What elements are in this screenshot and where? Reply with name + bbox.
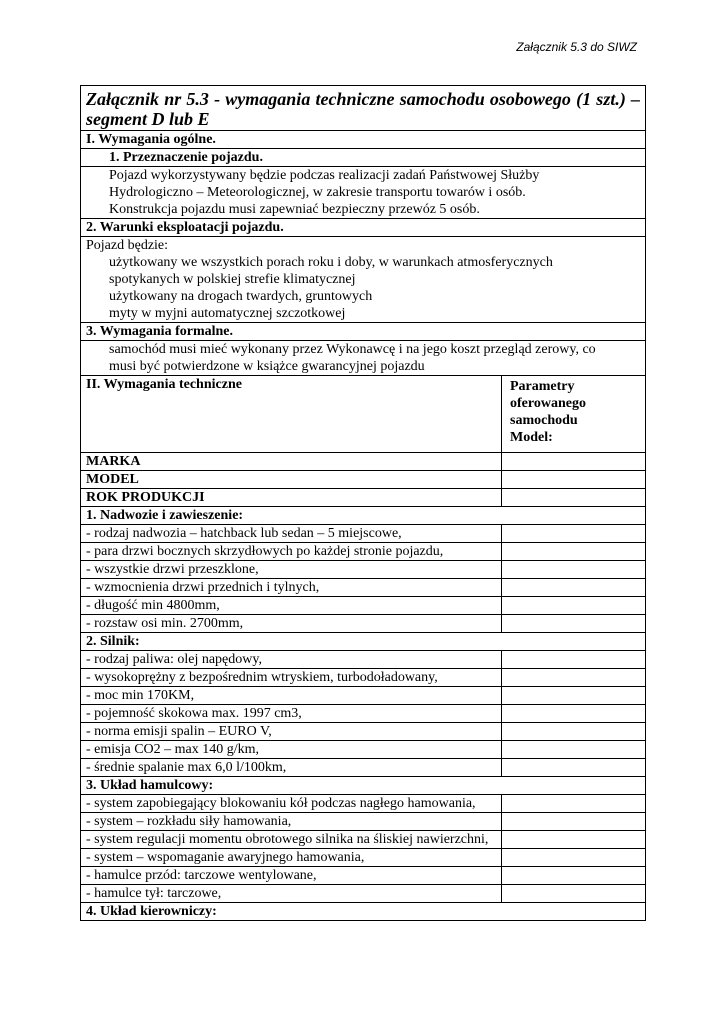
operating-line: użytkowany na drogach twardych, gruntowych <box>109 289 373 304</box>
formal-requirements-text <box>81 341 646 376</box>
requirement-text: - para drzwi bocznych skrzydłowych po każdej stronie pojazdu, <box>81 543 502 561</box>
offered-value-cell[interactable] <box>502 831 646 849</box>
params-line: Parametry <box>510 379 575 394</box>
requirement-row <box>81 831 646 849</box>
purpose-heading: 1. Przeznaczenie pojazdu. <box>81 149 646 167</box>
offered-value-cell[interactable] <box>502 759 646 777</box>
requirement-text: - system zapobiegający blokowaniu kół podczas nagłego hamowania, <box>81 795 502 813</box>
steering-heading: 4. Układ kierowniczy: <box>81 903 646 921</box>
production-year-value-cell[interactable] <box>502 489 646 507</box>
purpose-text <box>81 167 646 219</box>
group-heading: 3. Układ hamulcowy: <box>81 777 646 795</box>
offered-value-cell[interactable] <box>502 615 646 633</box>
section-general-heading: I. Wymagania ogólne. <box>81 131 646 149</box>
requirement-text: - system regulacji momentu obrotowego silnika na śliskiej nawierzchni, <box>81 831 502 849</box>
requirement-row <box>81 579 646 597</box>
requirement-text: - emisja CO2 – max 140 g/km, <box>81 741 502 759</box>
offered-value-cell[interactable] <box>502 849 646 867</box>
requirement-text: - wysokoprężny z bezpośrednim wtryskiem, turbodoładowany, <box>81 669 502 687</box>
formal-line: musi być potwierdzone w książce gwarancyjnej pojazdu <box>109 359 425 374</box>
requirement-text: - długość min 4800mm, <box>81 597 502 615</box>
requirement-row <box>81 543 646 561</box>
requirement-row <box>81 885 646 903</box>
requirement-row <box>81 705 646 723</box>
requirement-row <box>81 741 646 759</box>
requirement-text: - system – rozkładu siły hamowania, <box>81 813 502 831</box>
group-heading: 2. Silnik: <box>81 633 646 651</box>
offered-value-cell[interactable] <box>502 795 646 813</box>
offered-value-cell[interactable] <box>502 525 646 543</box>
offered-value-cell[interactable] <box>502 885 646 903</box>
offered-value-cell[interactable] <box>502 543 646 561</box>
operating-line: myty w myjni automatycznej szczotkowej <box>109 306 346 321</box>
requirement-row <box>81 669 646 687</box>
requirement-row <box>81 615 646 633</box>
model-value-cell[interactable] <box>502 471 646 489</box>
offered-value-cell[interactable] <box>502 867 646 885</box>
offered-value-cell[interactable] <box>502 597 646 615</box>
requirement-text: - rodzaj nadwozia – hatchback lub sedan – 5 miejscowe, <box>81 525 502 543</box>
requirement-text: - hamulce przód: tarczowe wentylowane, <box>81 867 502 885</box>
offered-value-cell[interactable] <box>502 723 646 741</box>
offered-value-cell[interactable] <box>502 579 646 597</box>
params-line: samochodu <box>510 413 578 428</box>
requirement-row <box>81 525 646 543</box>
requirement-text: - rozstaw osi min. 2700mm, <box>81 615 502 633</box>
requirement-row <box>81 867 646 885</box>
requirement-row <box>81 795 646 813</box>
requirement-text: - wszystkie drzwi przeszklone, <box>81 561 502 579</box>
offered-value-cell[interactable] <box>502 669 646 687</box>
offered-value-cell[interactable] <box>502 561 646 579</box>
brand-value-cell[interactable] <box>502 453 646 471</box>
purpose-line: Pojazd wykorzystywany będzie podczas realizacji zadań Państwowej Służby <box>109 168 540 183</box>
formal-line: samochód musi mieć wykonany przez Wykonawcę i na jego koszt przegląd zerowy, co <box>109 342 596 357</box>
requirement-row <box>81 597 646 615</box>
offered-value-cell[interactable] <box>502 705 646 723</box>
offered-value-cell[interactable] <box>502 813 646 831</box>
requirement-text: - moc min 170KM, <box>81 687 502 705</box>
requirement-text: - norma emisji spalin – EURO V, <box>81 723 502 741</box>
requirement-row <box>81 561 646 579</box>
params-line: oferowanego <box>510 396 586 411</box>
formal-requirements-heading: 3. Wymagania formalne. <box>81 323 646 341</box>
brand-label: MARKA <box>81 453 502 471</box>
operating-line: spotykanych w polskiej strefie klimatycznej <box>109 272 356 287</box>
group-heading: 1. Nadwozie i zawieszenie: <box>81 507 646 525</box>
requirement-text: - hamulce tył: tarczowe, <box>81 885 502 903</box>
offered-value-cell[interactable] <box>502 687 646 705</box>
requirements-table <box>80 85 646 921</box>
attachment-note: Załącznik 5.3 do SIWZ <box>516 40 637 54</box>
production-year-label: ROK PRODUKCJI <box>81 489 502 507</box>
requirement-text: - system – wspomaganie awaryjnego hamowania, <box>81 849 502 867</box>
requirement-text: - rodzaj paliwa: olej napędowy, <box>81 651 502 669</box>
operating-conditions-text <box>81 237 646 323</box>
purpose-line: Hydrologiczno – Meteorologicznej, w zakresie transportu towarów i osób. <box>109 185 526 200</box>
operating-line: użytkowany we wszystkich porach roku i doby, w warunkach atmosferycznych <box>109 255 553 270</box>
requirement-row <box>81 687 646 705</box>
model-label: MODEL <box>81 471 502 489</box>
document-title: Załącznik nr 5.3 - wymagania techniczne samochodu osobowego (1 szt.) – segment D lub E <box>81 86 646 131</box>
requirement-groups <box>81 507 646 903</box>
purpose-line: Konstrukcja pojazdu musi zapewniać bezpieczny przewóz 5 osób. <box>109 202 480 217</box>
technical-requirements-heading: II. Wymagania techniczne <box>81 376 502 453</box>
operating-conditions-heading: 2. Warunki eksploatacji pojazdu. <box>81 219 646 237</box>
requirement-text: - pojemność skokowa max. 1997 cm3, <box>81 705 502 723</box>
requirement-text: - wzmocnienia drzwi przednich i tylnych, <box>81 579 502 597</box>
offered-value-cell[interactable] <box>502 651 646 669</box>
requirement-row <box>81 651 646 669</box>
requirement-row <box>81 723 646 741</box>
offered-value-cell[interactable] <box>502 741 646 759</box>
offered-parameters-header <box>502 376 646 453</box>
params-line: Model: <box>510 430 553 445</box>
requirement-row <box>81 813 646 831</box>
requirement-row <box>81 759 646 777</box>
requirement-text: - średnie spalanie max 6,0 l/100km, <box>81 759 502 777</box>
requirement-row <box>81 849 646 867</box>
operating-intro: Pojazd będzie: <box>86 238 169 253</box>
